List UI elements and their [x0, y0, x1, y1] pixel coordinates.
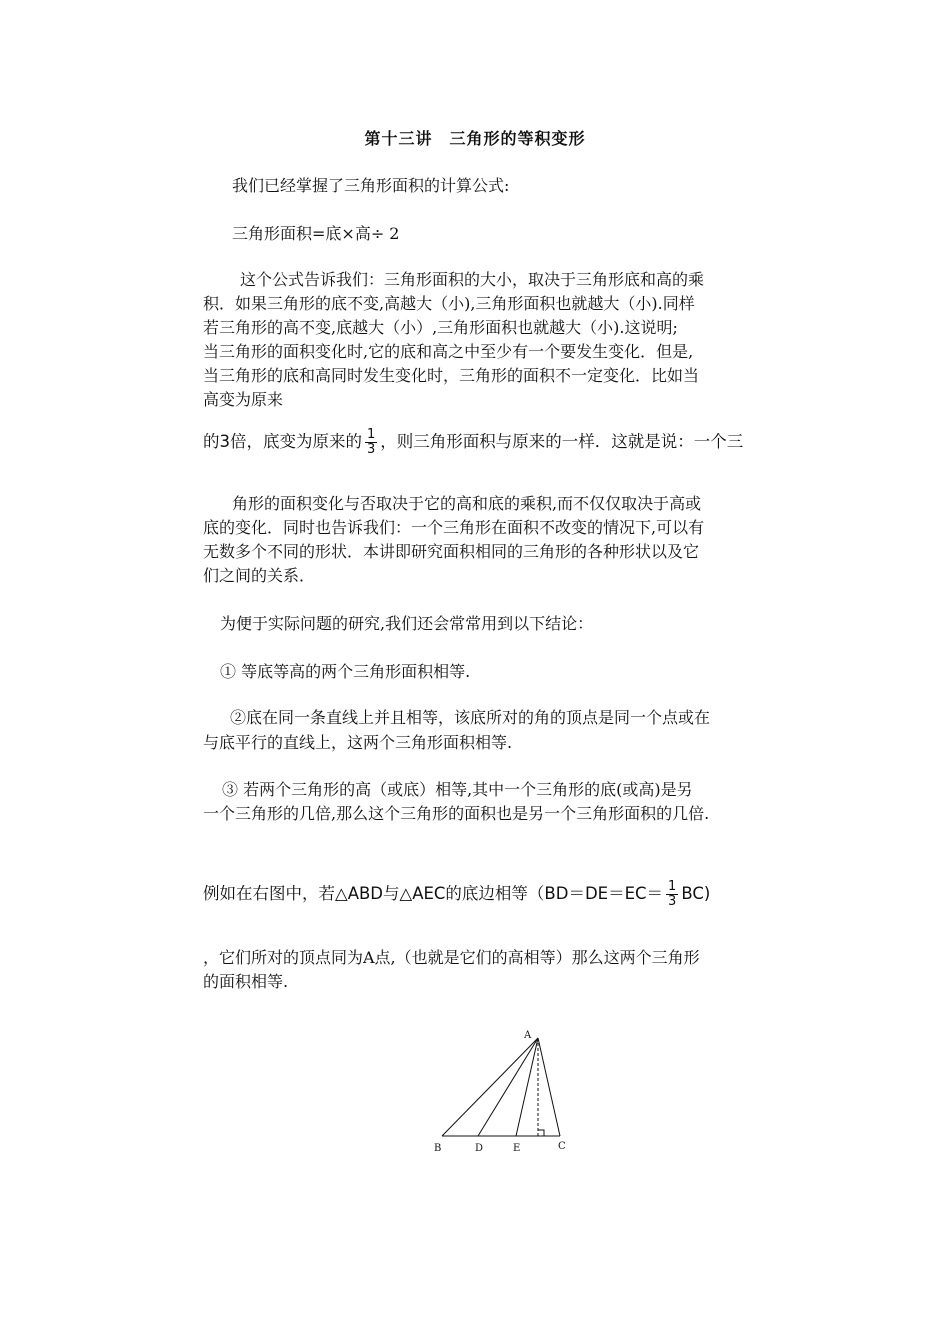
example-post: BC) [681, 884, 711, 903]
right-angle-mark [538, 1130, 544, 1136]
label-e: E [513, 1143, 521, 1154]
conclusion-2-line-1: ②底在同一条直线上并且相等，该底所对的角的顶点是同一个点或在 [230, 708, 711, 727]
conclusion-2-line-2: 与底平行的直线上，这两个三角形面积相等. [203, 733, 513, 752]
para1-line-4: 当三角形的面积变化时,它的底和高之中至少有一个要发生变化．但是, [203, 342, 694, 361]
fraction-numerator: 1 [367, 427, 376, 442]
label-d: D [475, 1143, 484, 1154]
page-title: 第十三讲 三角形的等积变形 [364, 129, 586, 148]
conclusion-1: ① 等底等高的两个三角形面积相等. [220, 662, 471, 681]
para1-line-1: 这个公式告诉我们：三角形面积的大小，取决于三角形底和高的乘 [240, 270, 705, 289]
conclusion-3-line-2: 一个三角形的几倍,那么这个三角形的面积也是另一个三角形面积的几倍. [203, 804, 710, 823]
para2-line-3: 无数多个不同的形状．本讲即研究面积相同的三角形的各种形状以及它 [203, 542, 700, 561]
example-cont-line-2: 的面积相等. [203, 972, 289, 991]
para1b-pre: 的3倍，底变为原来的 [203, 432, 362, 451]
para1b-post: ，则三角形面积与原来的一样．这就是说：一个三 [380, 432, 744, 451]
para1-fraction-line [203, 428, 743, 457]
para1-line-5: 当三角形的底和高同时发生变化时，三角形的面积不一定变化．比如当 [203, 366, 700, 385]
para1-line-6: 高变为原来 [203, 390, 284, 409]
intro-text: 我们已经掌握了三角形面积的计算公式: [232, 176, 510, 195]
example-fraction-numerator: 1 [668, 879, 677, 894]
para2-line-4: 们之间的关系． [203, 566, 316, 585]
segment-ab [442, 1038, 538, 1136]
label-c: C [558, 1141, 566, 1152]
para2-line-2: 底的变化．同时也告诉我们：一个三角形在面积不改变的情况下,可以有 [203, 518, 705, 537]
para1-line-3: 若三角形的高不变,底越大（小）,三角形面积也就越大（小).这说明; [203, 318, 678, 337]
para3-text: 为便于实际问题的研究,我们还会常常用到以下结论： [220, 614, 594, 633]
triangle-figure [420, 1020, 590, 1160]
formula-text: 三角形面积=底×高÷ 2 [232, 224, 400, 243]
example-fraction-denominator: 3 [668, 894, 677, 909]
para2-line-1: 角形的面积变化与否取决于它的高和底的乘积,而不仅仅取决于高或 [232, 494, 702, 513]
example-pre: 例如在右图中，若△ABD与△AEC的底边相等（BD＝DE＝EC＝ [203, 884, 664, 903]
segment-ac [538, 1038, 560, 1136]
segment-ae [516, 1038, 538, 1136]
label-b: B [434, 1143, 442, 1154]
fraction-one-third [365, 428, 377, 457]
segment-ad [478, 1038, 538, 1136]
fraction-denominator: 3 [367, 442, 376, 457]
label-a: A [524, 1030, 532, 1041]
example-cont-line-1: ，它们所对的顶点同为A点,（也就是它们的高相等）那么这两个三角形 [203, 948, 700, 967]
example-line [203, 880, 710, 909]
example-fraction [666, 880, 678, 909]
conclusion-3-line-1: ③ 若两个三角形的高（或底）相等,其中一个三角形的底(或高)是另 [222, 780, 693, 799]
para1-line-2: 积．如果三角形的底不变,高越大（小),三角形面积也就越大（小).同样 [203, 294, 695, 313]
